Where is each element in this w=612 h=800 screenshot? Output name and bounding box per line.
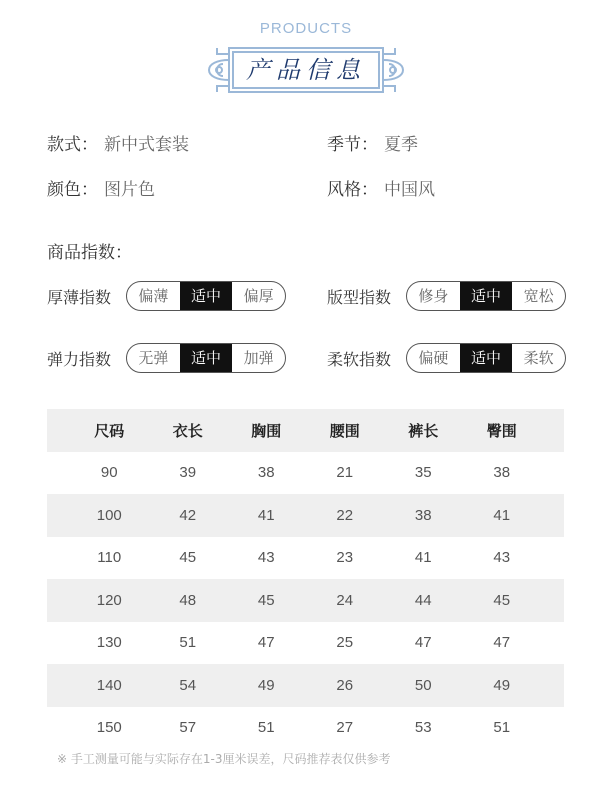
- index-label: 柔软指数: [327, 350, 392, 369]
- info-key: 季节：: [327, 135, 378, 155]
- table-row: [47, 494, 564, 537]
- info-season: [327, 130, 418, 155]
- info-row-2: [0, 175, 612, 203]
- index-selector: [406, 281, 566, 311]
- table-header-cell: 裤长: [408, 421, 439, 440]
- table-cell: 43: [493, 549, 511, 567]
- size-table: [47, 409, 564, 749]
- table-cell: 110: [97, 549, 122, 567]
- table-cell: 21: [336, 464, 354, 482]
- index-label: 厚薄指数: [47, 288, 112, 307]
- info-style-type: [327, 175, 435, 200]
- table-cell: 53: [414, 719, 432, 737]
- index-option: 柔软: [523, 349, 554, 367]
- table-cell: 90: [100, 464, 118, 482]
- table-cell: 25: [336, 634, 354, 652]
- index-selector: [126, 343, 286, 373]
- table-cell: 150: [96, 719, 122, 737]
- table-cell: 120: [96, 591, 122, 609]
- table-cell: 100: [96, 506, 122, 524]
- table-cell: 38: [414, 506, 432, 524]
- info-value: 图片色: [104, 180, 155, 200]
- table-row: [47, 537, 564, 580]
- index-option-selected: 适中: [460, 282, 513, 310]
- index-selector: [406, 343, 566, 373]
- info-key: 颜色：: [47, 180, 98, 200]
- table-cell: 47: [493, 634, 511, 652]
- info-row-1: [0, 130, 612, 158]
- table-cell: 140: [96, 676, 122, 694]
- table-cell: 38: [493, 464, 511, 482]
- index-option: 修身: [418, 287, 449, 305]
- table-cell: 130: [96, 634, 122, 652]
- table-header-cell: 尺码: [94, 421, 125, 440]
- section-title-indices: 商品指数：: [47, 243, 132, 263]
- index-option: 无弹: [138, 349, 169, 367]
- table-cell: 44: [414, 591, 432, 609]
- info-value: 中国风: [384, 180, 435, 200]
- table-cell: 23: [336, 549, 354, 567]
- table-header-cell: 臀围: [486, 421, 517, 440]
- table-row: [47, 579, 564, 622]
- table-cell: 48: [179, 591, 197, 609]
- index-option-selected: 适中: [180, 282, 233, 310]
- info-color: [47, 175, 155, 200]
- table-row: [47, 707, 564, 750]
- table-cell: 51: [179, 634, 197, 652]
- table-cell: 45: [493, 591, 511, 609]
- table-cell: 41: [414, 549, 432, 567]
- index-option: 加弹: [243, 349, 274, 367]
- table-header-cell: 胸围: [251, 421, 282, 440]
- index-option: 宽松: [523, 287, 554, 305]
- index-selector: [126, 281, 286, 311]
- table-cell: 51: [493, 719, 511, 737]
- info-value: 夏季: [384, 135, 418, 155]
- banner-title: 产品信息: [246, 56, 366, 84]
- header-en-title: PRODUCTS: [259, 20, 353, 37]
- table-cell: 41: [257, 506, 275, 524]
- info-value: 新中式套装: [104, 135, 189, 155]
- table-cell: 22: [336, 506, 354, 524]
- table-header-cell: 衣长: [172, 421, 203, 440]
- table-cell: 43: [257, 549, 275, 567]
- table-row: [47, 622, 564, 665]
- table-cell: 38: [257, 464, 275, 482]
- table-cell: 39: [179, 464, 197, 482]
- table-cell: 50: [414, 676, 432, 694]
- index-label: 弹力指数: [47, 350, 112, 369]
- table-cell: 47: [414, 634, 432, 652]
- index-option: 偏薄: [138, 287, 169, 305]
- table-cell: 27: [336, 719, 354, 737]
- table-cell: 49: [493, 676, 511, 694]
- table-row: [47, 452, 564, 495]
- table-header-cell: 腰围: [329, 421, 360, 440]
- table-cell: 57: [179, 719, 197, 737]
- index-option: 偏硬: [418, 349, 449, 367]
- table-cell: 26: [336, 676, 354, 694]
- index-option-selected: 适中: [180, 344, 233, 372]
- index-label: 版型指数: [327, 288, 392, 307]
- table-cell: 51: [257, 719, 275, 737]
- table-cell: 24: [336, 591, 354, 609]
- table-cell: 35: [414, 464, 432, 482]
- info-key: 款式：: [47, 135, 98, 155]
- index-option-selected: 适中: [460, 344, 513, 372]
- table-cell: 45: [179, 549, 197, 567]
- table-cell: 45: [257, 591, 275, 609]
- table-cell: 47: [257, 634, 275, 652]
- index-option: 偏厚: [243, 287, 274, 305]
- table-cell: 42: [179, 506, 197, 524]
- table-header-row: [47, 409, 564, 452]
- table-cell: 49: [257, 676, 275, 694]
- info-key: 风格：: [327, 180, 378, 200]
- table-row: [47, 664, 564, 707]
- measurement-footnote: ※ 手工测量可能与实际存在1-3厘米误差，尺码推荐表仅供参考: [57, 752, 391, 766]
- info-style: [47, 130, 189, 155]
- table-cell: 41: [493, 506, 511, 524]
- table-cell: 54: [179, 676, 197, 694]
